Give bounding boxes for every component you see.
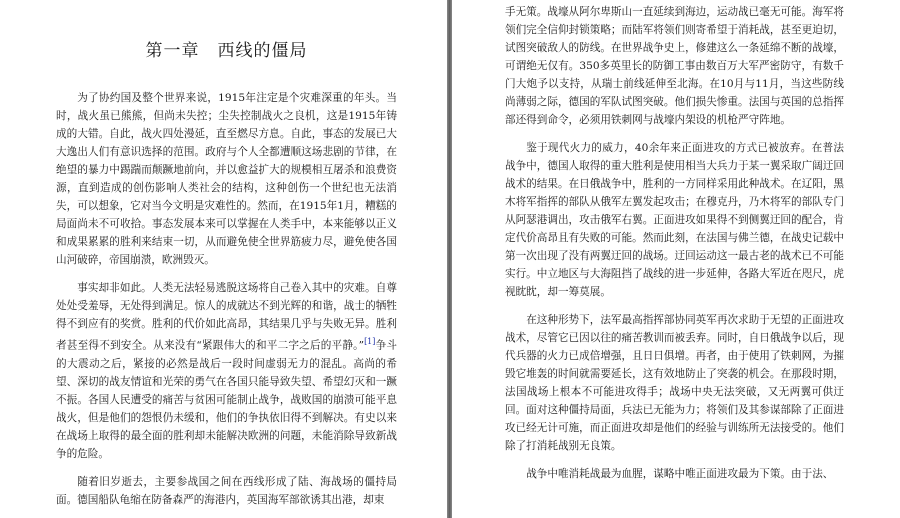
- left-paragraph-1: 为了协约国及整个世界来说，1915年注定是个灾难深重的年头。当时，战火虽已熊熊，但尚未失控；尘失控制战火之良机，这是1915年铸成的大错。自此，战火四处漫延，直至燃尽方息。自此，事态的发展已大大逸出人们有意识选择的范围。政府与个人全都遭顺这场悲剧的节律，在绝望的暴力中踢踹而颠蹶地前向，并以愈益扩大的规模相互屠杀和浪费资源，直到造成的创伤影响人类社会的结构，这种创伤一个世纪也无法消失，可以想象，它对当今文明是灾难性的。然而，在1915年1月，糟糕的局面尚未不可收拾。事态发展本来可以掌握在人类手中，本来能够以正义和成果累累的胜利来结束一切，从而避免使全世界筋疲力尽，避免使各国山河破碎，帝国崩溃，欧洲毁灭。: [56, 92, 397, 266]
- right-paragraph-3: 在这种形势下，法军最高指挥部协同英军再次求助于无望的正面进攻战术，尽管它已因以往的痛苦教训而被丢弃。同时，自日俄战争以后，现代兵器的火力已成倍增强，且日日俱增。再者，由于使用了铁刺网，为摧毁它堆轰的时间就需要延长，这有效地防止了突袭的机会。在那段时期，法国战场上根本不可能进攻得手；战场中央无法突破，又无两翼可供迂回。面对这种僵持局面，兵法已无能为力；将领们及其参谋部除了正面进攻已经无计可施，而正面进攻却是他们的经验与训练所无法接受的。他们除了打消耗战别无良策。: [505, 314, 844, 452]
- right-paragraph-4: 战争中唯消耗战最为血腥，谋略中唯正面进攻最为下策。由于法、: [526, 468, 834, 480]
- left-paragraph-2-part-a: 事实却非如此。人类无法轻易逃脱这场将自己卷入其中的灾难。自尊处处受羞辱，无处得到满足。惊人的成就达不到光辉的和谐，战士的牺牲得不到应有的奖赏。胜利的代价如此高昂，其结果几乎与失败无异。胜利者甚至得不到安全。从来没有“紧跟伟大的和平二字之后的平静。”: [56, 282, 397, 352]
- footnote-link[interactable]: [1]: [364, 337, 376, 346]
- left-page: [0, 0, 447, 518]
- right-page: [452, 0, 900, 518]
- right-paragraph-1: 手无策。战壕从阿尔卑斯山一直延续到海边，运动战已毫无可能。海军将领们完全信仰封锁策略；而陆军将领们则寄希望于消耗战，甚至更迫切，试图突破敌人的防线。在世界战争史上，修建这么一条延绵不断的战壕，可谓绝无仅有。350多英里长的防御工事由数百万大军严密防守，有数千门大炮予以支持，从瑞士前线延伸至北海。在10月与11月，当这些防线尚薄弱之际，德国的军队试图突破。他们损失惨重。法国与英国的总指挥部还得到命令，必须用铁刺网与战壕内架设的机枪严守阵地。: [505, 6, 844, 126]
- chapter-title: 第一章 西线的僵局: [145, 41, 308, 61]
- left-paragraph-2: [56, 279, 397, 463]
- left-paragraph-3: 随着旧岁逝去，主要参战国之间在西线形成了陆、海战场的僵持局面。德国船队龟缩在防备森严的海港内，英国海军部欲诱其出港，却束: [56, 475, 397, 506]
- right-paragraph-2: 鉴于现代火力的威力，40余年来正面进攻的方式已被放弃。在普法战争中，德国人取得的重大胜利是使用相当大兵力于某一翼采取广阔迂回战术的结果。在日俄战争中，胜利的一方同样采用此种战术。在辽阳，黑木将军指挥的部队从俄军左翼发起攻击；在穆克丹，乃木将军的部队专门从阿瑟港调出，攻击俄军右翼。正面进攻如果得不到侧翼迂回的配合，肯定代价高昂且有失败的可能。然而此刻，在法国与佛兰德，在战史记载中第一次出现了没有两翼迂回的战场。迂回运动这一最古老的战术已不可能实行。中立地区与大海阻挡了战线的进一步延伸，各路大军近在咫尺，虎视眈眈，却一筹莫展。: [505, 142, 844, 298]
- left-paragraph-2-part-b: 争斗的大震动之后，紧接的必然是战后一段时间虚弱无力的混乱。高尚的希望、深切的战友情谊和光荣的勇气在各国只能导致失望、希望幻灭和一蹶不振。各国人民遭受的痛苦与贫困可能制止战争，战败国的崩溃可能平息战火，但是他们的怨恨仍未缓和，他们的争执依旧得不到解决。有史以来在战场上取得的最全面的胜利却未能解决欧洲的问题，未能消除导致新战争的危险。: [56, 339, 398, 460]
